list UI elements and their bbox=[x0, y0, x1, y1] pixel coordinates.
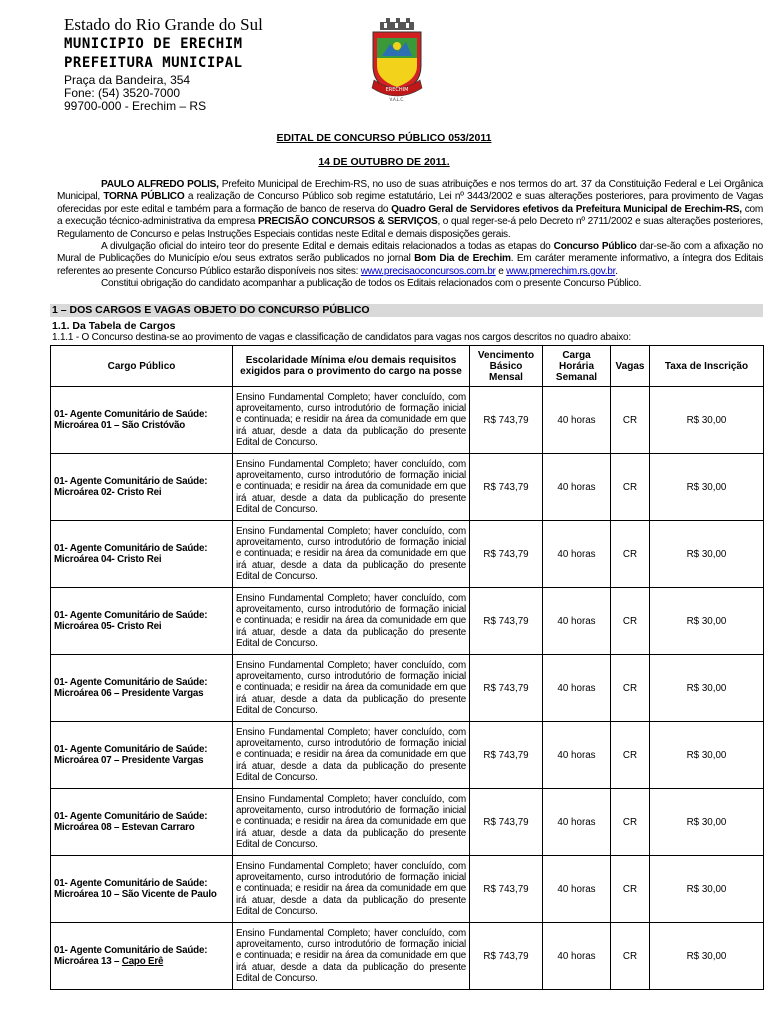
table-row bbox=[51, 387, 764, 454]
requisitos-cell: Ensino Fundamental Completo; haver concluído, com aproveitamento, curso introdutório de formação inicial e continuada; e residir na área da comunidade em que irá atuar, desde a data da publicação do presente Edital de Concurso. bbox=[233, 588, 470, 655]
vagas-cell: CR bbox=[611, 923, 650, 990]
carga-cell: 40 horas bbox=[543, 521, 611, 588]
taxa-cell: R$ 30,00 bbox=[650, 856, 764, 923]
document-date: 14 DE OUTUBRO DE 2011. bbox=[318, 156, 450, 168]
requisitos-cell: Ensino Fundamental Completo; haver concluído, com aproveitamento, curso introdutório de formação inicial e continuada; e residir na área da comunidade em que irá atuar, desde a data da publicação do presente Edital de Concurso. bbox=[233, 454, 470, 521]
intro-text bbox=[57, 179, 763, 291]
header-prefecture: PREFEITURA MUNICIPAL bbox=[64, 55, 243, 71]
municipal-crest-icon bbox=[368, 16, 426, 102]
table-row bbox=[51, 856, 764, 923]
col-header-vencimento: Vencimento Básico Mensal bbox=[470, 346, 543, 387]
carga-cell: 40 horas bbox=[543, 722, 611, 789]
section-description: 1.1.1 - O Concurso destina-se ao provimento de vagas e classificação de candidatos para vagas nos cargos descritos no quadro abaixo: bbox=[52, 332, 631, 343]
table-row bbox=[51, 588, 764, 655]
taxa-cell: R$ 30,00 bbox=[650, 454, 764, 521]
link-pm-erechim[interactable]: www.pmerechim.rs.gov.br bbox=[506, 265, 616, 277]
requisitos-cell: Ensino Fundamental Completo; haver concluído, com aproveitamento, curso introdutório de formação inicial e continuada; e residir na área da comunidade em que irá atuar, desde a data da publicação do presente Edital de Concurso. bbox=[233, 655, 470, 722]
carga-cell: 40 horas bbox=[543, 655, 611, 722]
taxa-cell: R$ 30,00 bbox=[650, 722, 764, 789]
requisitos-cell: Ensino Fundamental Completo; haver concluído, com aproveitamento, curso introdutório de formação inicial e continuada; e residir na área da comunidade em que irá atuar, desde a data da publicação do presente Edital de Concurso. bbox=[233, 722, 470, 789]
header-zip-city: 99700-000 - Erechim – RS bbox=[64, 99, 207, 113]
cargo-cell: 01- Agente Comunitário de Saúde: Microárea 13 – Capo Erê bbox=[51, 923, 233, 990]
vencimento-cell: R$ 743,79 bbox=[470, 789, 543, 856]
table-row bbox=[51, 923, 764, 990]
vencimento-cell: R$ 743,79 bbox=[470, 387, 543, 454]
section-title-bar: 1 – DOS CARGOS E VAGAS OBJETO DO CONCURSO PÚBLICO bbox=[50, 304, 763, 317]
table-header-row bbox=[51, 346, 764, 387]
cargo-cell: 01- Agente Comunitário de Saúde: Microárea 04- Cristo Rei bbox=[51, 521, 233, 588]
requisitos-cell: Ensino Fundamental Completo; haver concluído, com aproveitamento, curso introdutório de formação inicial e continuada; e residir na área da comunidade em que irá atuar, desde a data da publicação do presente Edital de Concurso. bbox=[233, 856, 470, 923]
vagas-cell: CR bbox=[611, 387, 650, 454]
taxa-cell: R$ 30,00 bbox=[650, 588, 764, 655]
vencimento-cell: R$ 743,79 bbox=[470, 454, 543, 521]
col-header-cargo: Cargo Público bbox=[51, 346, 233, 387]
cargo-cell: 01- Agente Comunitário de Saúde: Microárea 01 – São Cristóvão bbox=[51, 387, 233, 454]
requisitos-cell: Ensino Fundamental Completo; haver concluído, com aproveitamento, curso introdutório de formação inicial e continuada; e residir na área da comunidade em que irá atuar, desde a data da publicação do presente Edital de Concurso. bbox=[233, 387, 470, 454]
col-header-taxa: Taxa de Inscrição bbox=[650, 346, 764, 387]
header-municipality: MUNICIPIO DE ERECHIM bbox=[64, 36, 243, 52]
vagas-cell: CR bbox=[611, 655, 650, 722]
carga-cell: 40 horas bbox=[543, 454, 611, 521]
header-state: Estado do Rio Grande do Sul bbox=[64, 15, 263, 34]
requisitos-cell: Ensino Fundamental Completo; haver concluído, com aproveitamento, curso introdutório de formação inicial e continuada; e residir na área da comunidade em que irá atuar, desde a data da publicação do presente Edital de Concurso. bbox=[233, 521, 470, 588]
carga-cell: 40 horas bbox=[543, 789, 611, 856]
intro-paragraph-1: PAULO ALFREDO POLIS, Prefeito Municipal de Erechim-RS, no uso de suas atribuições e nos termos do art. 37 da Constituição Federal e Lei Orgânica Municipal, TORNA PÚBLICO a realização de Concurso Público sob regime estatutário, Lei nº 3443/2002 e suas alterações posteriores, para provimento de Vagas oferecidas por este edital e também para a formação de banco de reserva do Quadro Geral de Servidores efetivos da Prefeitura Municipal de Erechim-RS, com a execução técnico-administrativa da empresa PRECISÃO CONCURSOS & SERVIÇOS, o qual reger-se-á pelo Decreto nº 2711/2002 e suas alterações posteriores, Regulamento de Concurso e pelas Instruções Especiais contidas neste Edital e demais disposições gerais. bbox=[57, 179, 764, 240]
cargo-cell: 01- Agente Comunitário de Saúde: Microárea 06 – Presidente Vargas bbox=[51, 655, 233, 722]
table-row bbox=[51, 722, 764, 789]
carga-cell: 40 horas bbox=[543, 588, 611, 655]
svg-text:ERECHIM: ERECHIM bbox=[385, 87, 409, 93]
vagas-cell: CR bbox=[611, 856, 650, 923]
link-precisao-concursos[interactable]: www.precisaoconcursos.com.br bbox=[360, 265, 496, 277]
requisitos-cell: Ensino Fundamental Completo; haver concluído, com aproveitamento, curso introdutório de formação inicial e continuada; e residir na área da comunidade em que irá atuar, desde a data da publicação do presente Edital de Concurso. bbox=[233, 923, 470, 990]
section-subtitle: 1.1. Da Tabela de Cargos bbox=[52, 320, 176, 332]
carga-cell: 40 horas bbox=[543, 923, 611, 990]
mayor-name: PAULO ALFREDO POLIS, bbox=[101, 179, 219, 190]
taxa-cell: R$ 30,00 bbox=[650, 923, 764, 990]
cargo-cell: 01- Agente Comunitário de Saúde: Microárea 02- Cristo Rei bbox=[51, 454, 233, 521]
document-title: EDITAL DE CONCURSO PÚBLICO 053/2011 bbox=[276, 132, 492, 144]
col-header-vagas: Vagas bbox=[611, 346, 650, 387]
vagas-cell: CR bbox=[611, 454, 650, 521]
vagas-cell: CR bbox=[611, 521, 650, 588]
svg-text:V.A.L.C.: V.A.L.C. bbox=[389, 97, 405, 102]
col-header-carga: Carga Horária Semanal bbox=[543, 346, 611, 387]
table-row bbox=[51, 521, 764, 588]
requisitos-cell: Ensino Fundamental Completo; haver concluído, com aproveitamento, curso introdutório de formação inicial e continuada; e residir na área da comunidade em que irá atuar, desde a data da publicação do presente Edital de Concurso. bbox=[233, 789, 470, 856]
vagas-cell: CR bbox=[611, 789, 650, 856]
vencimento-cell: R$ 743,79 bbox=[470, 655, 543, 722]
taxa-cell: R$ 30,00 bbox=[650, 521, 764, 588]
header-phone: Fone: (54) 3520-7000 bbox=[64, 86, 181, 100]
taxa-cell: R$ 30,00 bbox=[650, 387, 764, 454]
table-row bbox=[51, 454, 764, 521]
taxa-cell: R$ 30,00 bbox=[650, 655, 764, 722]
vencimento-cell: R$ 743,79 bbox=[470, 588, 543, 655]
intro-paragraph-2: A divulgação oficial do inteiro teor do presente Edital e demais editais relacionados a todas as etapas do Concurso Público dar-se-ão com a afixação no Mural de Publicações do Município e/ou seus extratos serão publicados no jornal Bom Dia de Erechim. Em caráter meramente informativo, a íntegra dos Editais referentes ao presente Concurso Público estarão disponíveis nos sites: www.precisaoconcursos.com.br e www.pmerechim.rs.gov.br. bbox=[57, 241, 763, 277]
header-address: Praça da Bandeira, 354 bbox=[64, 73, 191, 87]
vencimento-cell: R$ 743,79 bbox=[470, 856, 543, 923]
vencimento-cell: R$ 743,79 bbox=[470, 521, 543, 588]
intro-paragraph-3: Constitui obrigação do candidato acompanhar a publicação de todos os Editais relacionados com o presente Concurso Público. bbox=[101, 278, 642, 290]
cargo-cell: 01- Agente Comunitário de Saúde: Microárea 07 – Presidente Vargas bbox=[51, 722, 233, 789]
vencimento-cell: R$ 743,79 bbox=[470, 722, 543, 789]
cargo-cell: 01- Agente Comunitário de Saúde: Microárea 10 – São Vicente de Paulo bbox=[51, 856, 233, 923]
table-row bbox=[51, 789, 764, 856]
carga-cell: 40 horas bbox=[543, 387, 611, 454]
table-row bbox=[51, 655, 764, 722]
carga-cell: 40 horas bbox=[543, 856, 611, 923]
cargo-cell: 01- Agente Comunitário de Saúde: Microárea 05- Cristo Rei bbox=[51, 588, 233, 655]
cargo-cell: 01- Agente Comunitário de Saúde: Microárea 08 – Estevan Carraro bbox=[51, 789, 233, 856]
vencimento-cell: R$ 743,79 bbox=[470, 923, 543, 990]
cargos-table bbox=[50, 345, 764, 990]
vagas-cell: CR bbox=[611, 722, 650, 789]
col-header-escolaridade: Escolaridade Mínima e/ou demais requisitos exigidos para o provimento do cargo na posse bbox=[233, 346, 470, 387]
taxa-cell: R$ 30,00 bbox=[650, 789, 764, 856]
vagas-cell: CR bbox=[611, 588, 650, 655]
